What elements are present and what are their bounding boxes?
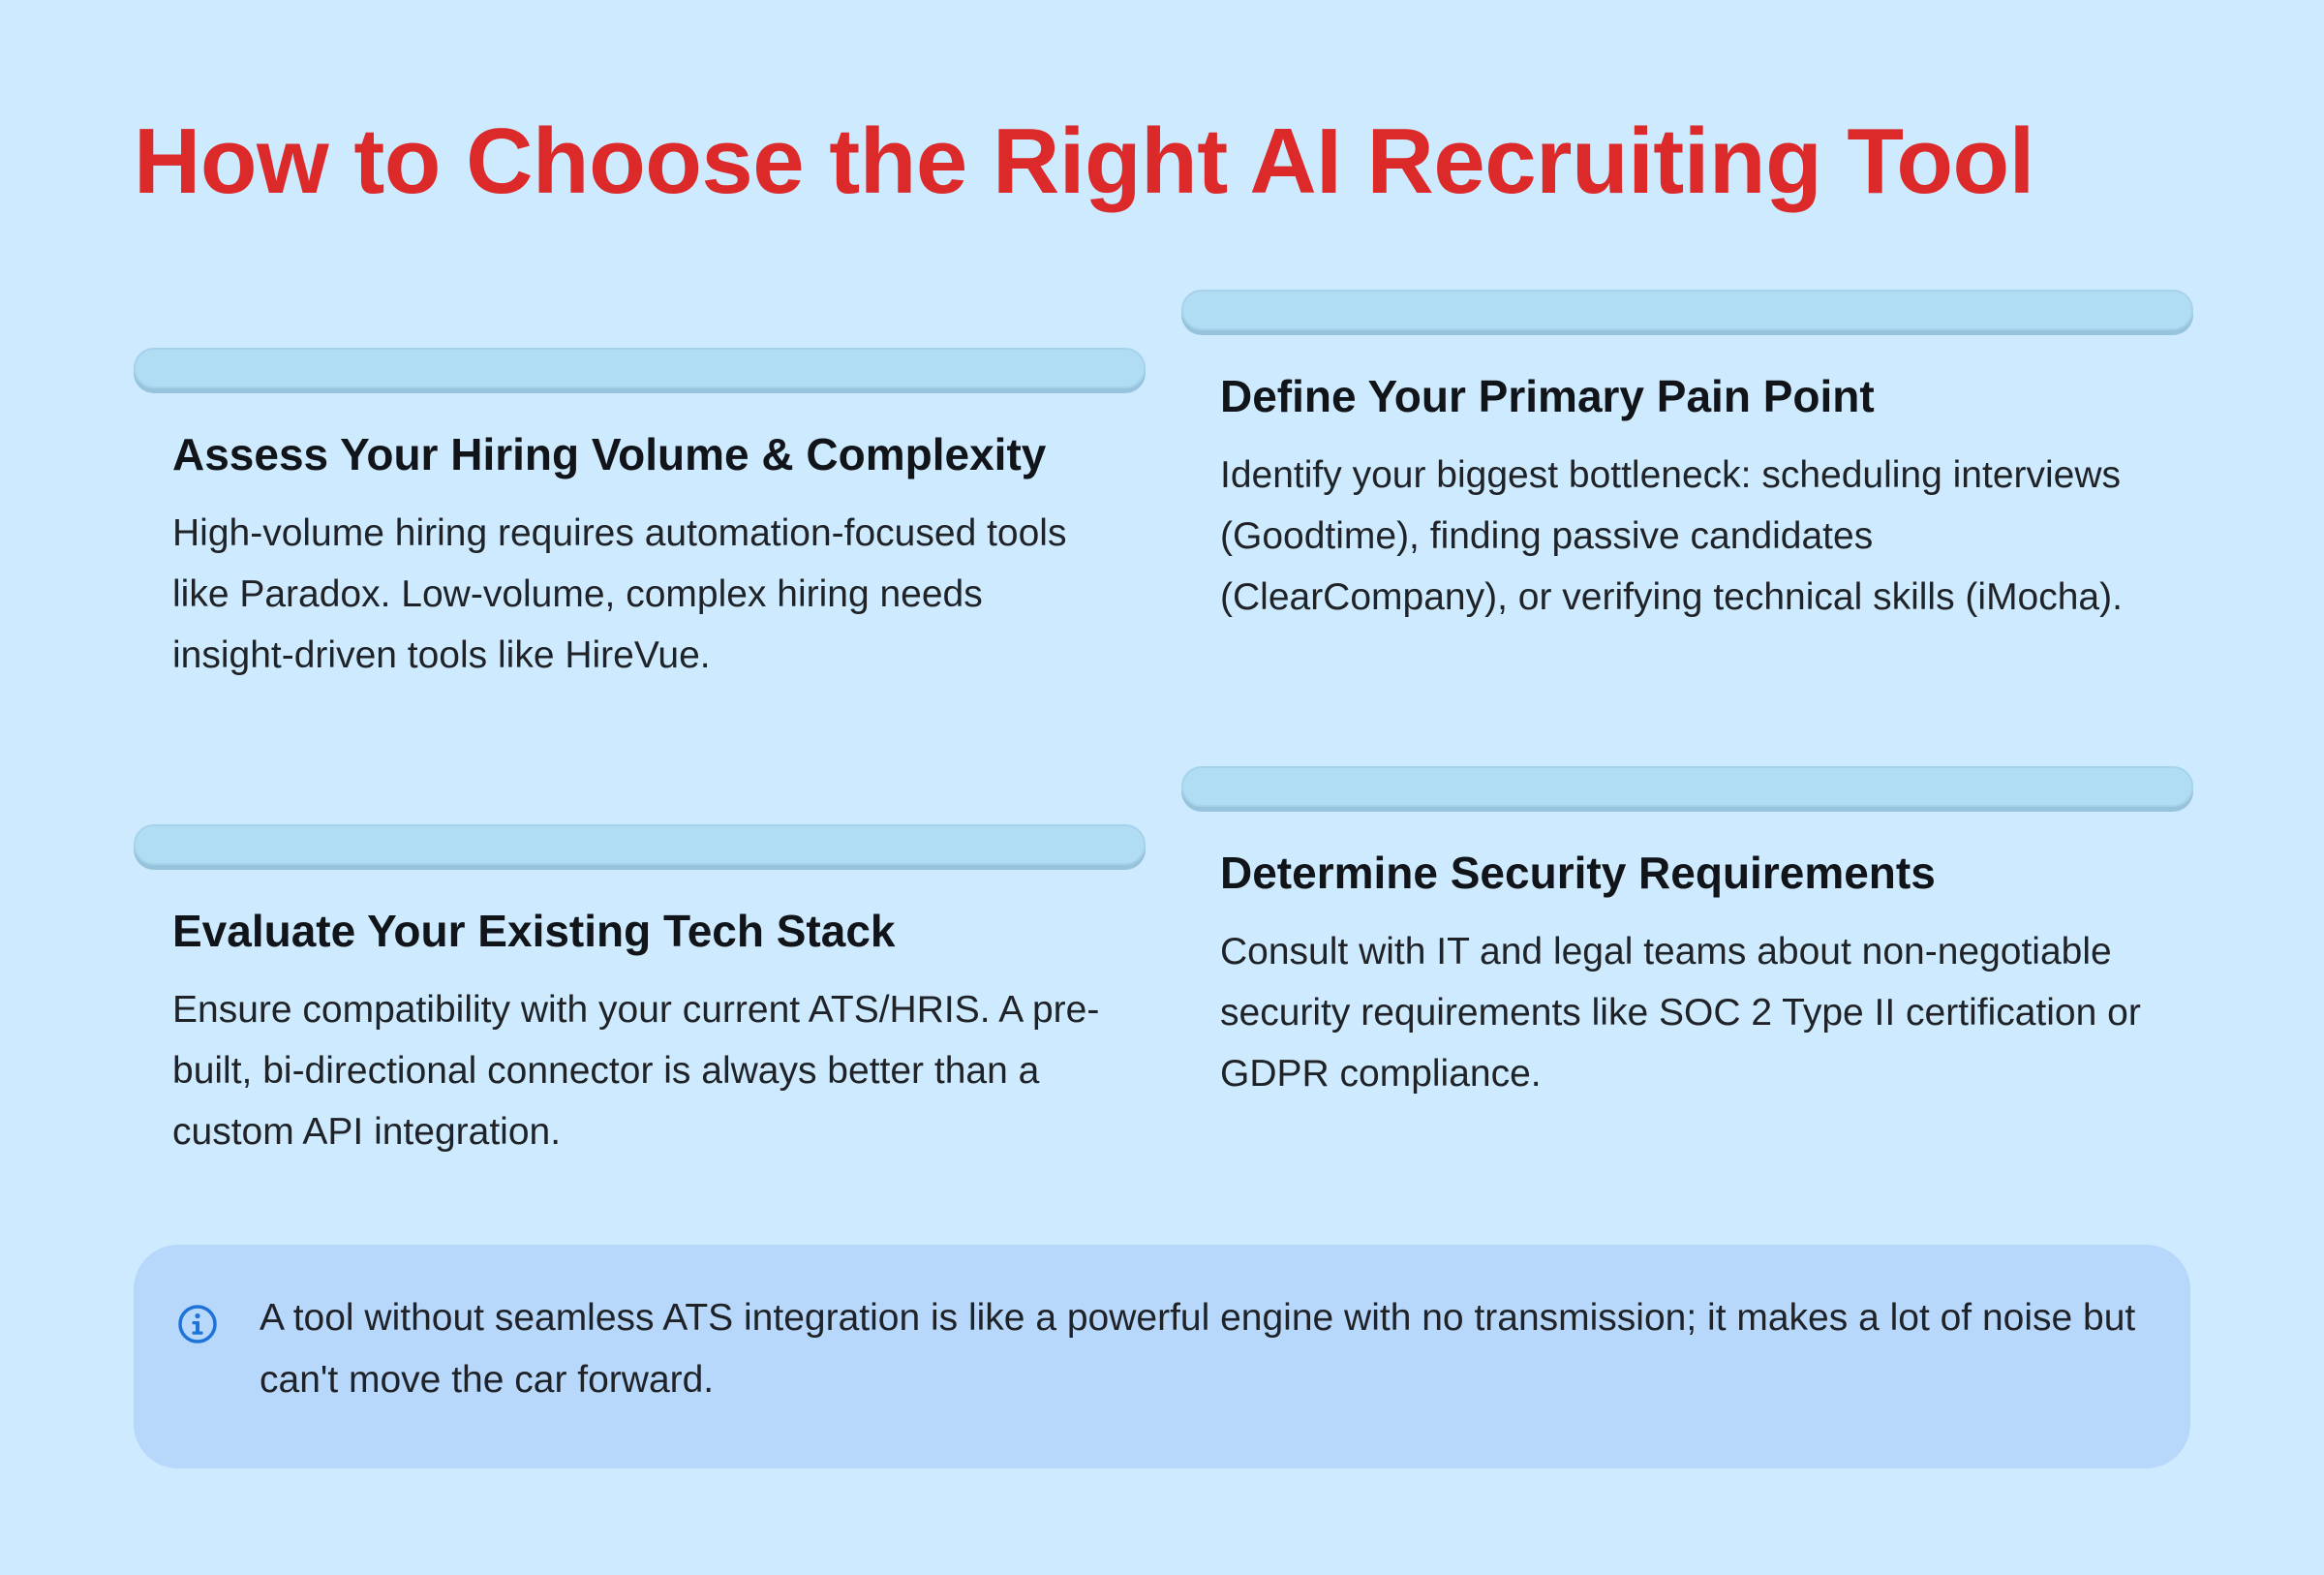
- card-text: Consult with IT and legal teams about non-negotiable security requirements like SOC 2 Type II certification or GDPR compliance.: [1220, 931, 2141, 1095]
- card-body: [134, 427, 1146, 686]
- card-tech-stack: [134, 824, 1146, 1162]
- card-title: Assess Your Hiring Volume & Complexity: [172, 429, 1047, 479]
- card-security: [1181, 766, 2193, 1104]
- page-title: How to Choose the Right AI Recruiting Tool: [134, 109, 2034, 213]
- card-header-bar: [134, 348, 1146, 388]
- info-icon: [176, 1303, 219, 1345]
- callout-text: A tool without seamless ATS integration is like a powerful engine with no transmission; it makes a lot of noise but can't move the car forward.: [260, 1297, 2136, 1401]
- card-title: Define Your Primary Pain Point: [1220, 371, 1875, 421]
- card-title: Determine Security Requirements: [1220, 848, 1936, 898]
- card-hiring-volume: [134, 348, 1146, 686]
- card-text: Identify your biggest bottleneck: scheduling interviews (Goodtime), finding passive candidates (ClearCompany), or verifying technical skills (iMocha).: [1220, 454, 2123, 618]
- card-body: [134, 904, 1146, 1162]
- card-header-bar: [134, 824, 1146, 865]
- card-title: Evaluate Your Existing Tech Stack: [172, 906, 896, 956]
- card-pain-point: [1181, 290, 2193, 628]
- card-body: [1181, 846, 2193, 1104]
- info-callout: [134, 1245, 2190, 1468]
- card-header-bar: [1181, 290, 2193, 330]
- card-text: High-volume hiring requires automation-focused tools like Paradox. Low-volume, complex hiring needs insight-driven tools like HireVue.: [172, 512, 1067, 676]
- card-header-bar: [1181, 766, 2193, 807]
- card-body: [1181, 369, 2193, 628]
- card-text: Ensure compatibility with your current ATS/HRIS. A pre-built, bi-directional connector is always better than a custom API integration.: [172, 989, 1100, 1153]
